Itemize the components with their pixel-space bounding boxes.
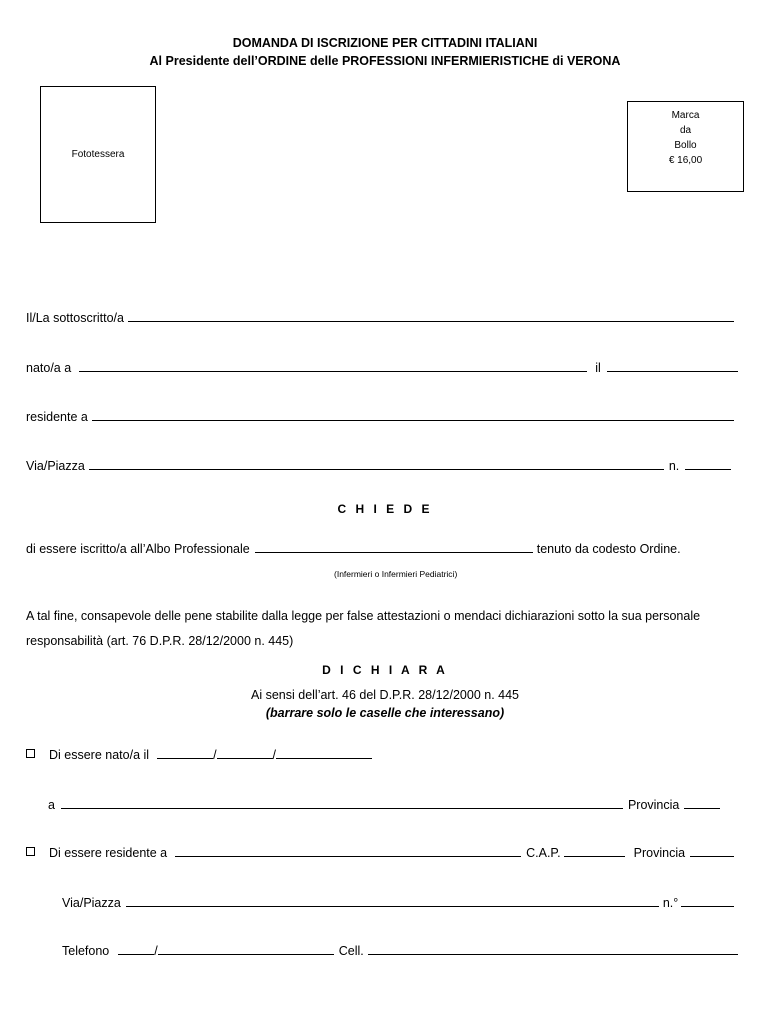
- nato-label: nato/a a: [26, 361, 72, 375]
- born-slash-2: /: [272, 748, 277, 762]
- il-label: il: [595, 361, 601, 375]
- street-number-field[interactable]: [685, 468, 731, 470]
- born-checkbox[interactable]: [26, 749, 35, 758]
- residence-city-field[interactable]: [175, 855, 521, 857]
- residence-label: Di essere residente a: [49, 846, 168, 860]
- albo-field[interactable]: [255, 551, 533, 553]
- chiede-heading: C H I E D E: [337, 502, 433, 516]
- chiede-row: [26, 542, 738, 556]
- born-label: Di essere nato/a il: [49, 748, 150, 762]
- dichiara-heading: D I C H I A R A: [322, 663, 448, 677]
- chiede-text-before: di essere iscritto/a all’Albo Professionale: [26, 542, 250, 556]
- born-year-field[interactable]: [276, 757, 372, 759]
- birthdate-field[interactable]: [607, 370, 738, 372]
- cap-field[interactable]: [564, 855, 625, 857]
- photo-box-label: Fototessera: [71, 149, 125, 160]
- albo-note: (Infermieri o Infermieri Pediatrici): [334, 569, 458, 579]
- born-day-field[interactable]: [157, 757, 213, 759]
- dichiara-sub1: Ai sensi dell’art. 46 del D.P.R. 28/12/2000 n. 445: [251, 688, 519, 702]
- residence-checkbox[interactable]: [26, 847, 35, 856]
- form-title: DOMANDA DI ISCRIZIONE PER CITTADINI ITALIANI: [232, 36, 538, 50]
- residence-street-field[interactable]: [126, 905, 659, 907]
- telefono-label: Telefono: [62, 944, 110, 958]
- sottoscritto-row: [26, 311, 734, 325]
- sottoscritto-field[interactable]: [128, 320, 734, 322]
- birthplace-field[interactable]: [79, 370, 587, 372]
- revenue-stamp-box: [627, 101, 744, 192]
- photo-box: [40, 86, 156, 223]
- born-provincia-label: Provincia: [627, 798, 680, 812]
- chiede-text-after: tenuto da codesto Ordine.: [536, 542, 681, 556]
- via-label: Via/Piazza: [26, 459, 85, 473]
- street-field[interactable]: [89, 468, 664, 470]
- item-residence-row: [26, 846, 734, 860]
- stamp-line-1: Marca: [671, 110, 700, 121]
- dichiara-sub2: (barrare solo le caselle che interessano): [265, 706, 505, 720]
- born-slash-1: /: [213, 748, 217, 762]
- born-a-label: a: [48, 798, 55, 812]
- via-row: [26, 459, 731, 473]
- phone-prefix-field[interactable]: [118, 953, 154, 955]
- cap-label: C.A.P.: [526, 846, 561, 860]
- residence-number-field[interactable]: [681, 905, 734, 907]
- declaration-paragraph: A tal fine, consapevole delle pene stabilite dalla legge per false attestazioni o mendaci dichiarazioni sotto la sua personale responsabilità (art. 76 D.P.R. 28/12/2000 n. 445): [26, 609, 701, 648]
- item-born-place-row: [48, 798, 720, 812]
- cell-label: Cell.: [338, 944, 364, 958]
- stamp-line-3: Bollo: [674, 140, 697, 151]
- stamp-line-4: € 16,00: [668, 155, 703, 166]
- born-month-field[interactable]: [217, 757, 273, 759]
- residence-n-label: n.°: [662, 896, 679, 910]
- born-provincia-field[interactable]: [684, 807, 720, 809]
- nato-row: [26, 361, 738, 375]
- item-born-row: [26, 748, 396, 762]
- born-place-field[interactable]: [61, 807, 623, 809]
- sottoscritto-label: Il/La sottoscritto/a: [26, 311, 124, 325]
- item-contacts-row: [62, 944, 738, 958]
- n-label: n.: [668, 459, 680, 473]
- residence-field[interactable]: [92, 419, 734, 421]
- residente-label: residente a: [26, 410, 88, 424]
- residente-row: [26, 410, 734, 424]
- item-residence-street-row: [62, 896, 734, 910]
- residence-provincia-label: Provincia: [633, 846, 686, 860]
- residence-via-label: Via/Piazza: [62, 896, 121, 910]
- cell-field[interactable]: [368, 953, 738, 955]
- stamp-line-2: da: [679, 125, 692, 136]
- form-subtitle: Al Presidente dell’ORDINE delle PROFESSIONI INFERMIERISTICHE di VERONA: [149, 54, 621, 68]
- residence-provincia-field[interactable]: [690, 855, 734, 857]
- phone-slash: /: [154, 944, 158, 958]
- phone-number-field[interactable]: [158, 953, 334, 955]
